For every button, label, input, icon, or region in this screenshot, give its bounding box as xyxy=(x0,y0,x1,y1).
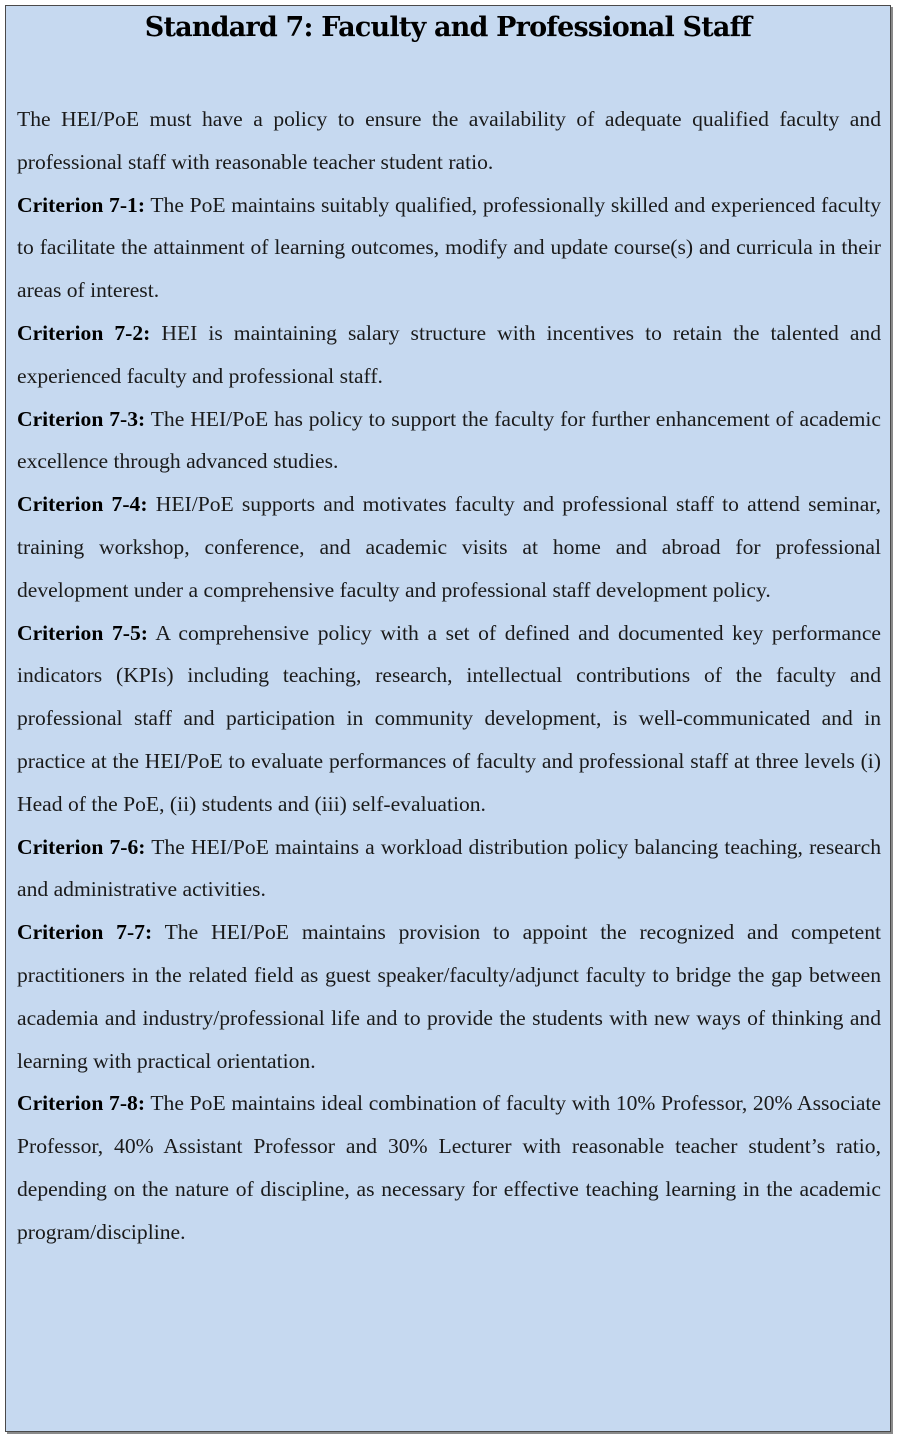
criterion-text: The HEI/PoE has policy to support the faculty for further enhancement of academic excellence through advanced studies. xyxy=(17,406,881,474)
criterion-7-4 xyxy=(17,483,881,611)
criterion-text: The PoE maintains ideal combination of faculty with 10% Professor, 20% Associate Professor, 40% Assistant Professor and 30% Lecturer with reasonable teacher student’s ratio, depending on the nature of discipline, as necessary for effective teaching learning in the academic program/discipline. xyxy=(17,1091,881,1244)
standard-title: Standard 7: Faculty and Professional Staff xyxy=(144,12,752,43)
standard-box xyxy=(5,5,891,1432)
criterion-label: Criterion 7-2: xyxy=(17,320,151,345)
criterion-text: The HEI/PoE maintains a workload distribution policy balancing teaching, research and administrative activities. xyxy=(17,834,881,902)
criterion-7-8 xyxy=(17,1082,881,1253)
criterion-7-1 xyxy=(17,184,881,312)
criterion-text: The HEI/PoE maintains provision to appoint the recognized and competent practitioners in the related field as guest speaker/faculty/adjunct faculty to bridge the gap between academia and industry/professional life and to provide the students with new ways of thinking and learning with practical orientation. xyxy=(17,920,881,1073)
criterion-text: HEI/PoE supports and motivates faculty and professional staff to attend seminar, training workshop, conference, and academic visits at home and abroad for professional development under a comprehensive faculty and professional staff development policy. xyxy=(17,492,882,602)
criterion-label: Criterion 7-8: xyxy=(17,1091,146,1116)
criterion-text: The PoE maintains suitably qualified, professionally skilled and experienced faculty to facilitate the attainment of learning outcomes, modify and update course(s) and curricula in their areas of interest. xyxy=(17,192,881,303)
criterion-text: A comprehensive policy with a set of defined and documented key performance indicators (KPIs) including teaching, research, intellectual contributions of the faculty and professional staff and participation in community development, is well-communicated and in practice at the HEI/PoE to evaluate performances of faculty and professional staff at three levels (i) Head of the PoE, (ii) students and (iii) self-evaluation. xyxy=(17,620,882,816)
criterion-7-6 xyxy=(17,826,881,912)
criterion-label: Criterion 7-4: xyxy=(17,492,148,517)
criterion-7-5 xyxy=(17,612,881,826)
intro-paragraph: The HEI/PoE must have a policy to ensure the availability of adequate qualified faculty and professional staff with reasonable teacher student ratio. xyxy=(17,107,881,174)
standard-content xyxy=(17,98,881,1254)
criterion-label: Criterion 7-7: xyxy=(17,920,153,945)
criterion-7-7 xyxy=(17,911,881,1082)
criterion-label: Criterion 7-3: xyxy=(17,406,146,431)
criterion-label: Criterion 7-6: xyxy=(17,834,146,859)
criterion-label: Criterion 7-5: xyxy=(17,620,148,645)
criterion-text: HEI is maintaining salary structure with incentives to retain the talented and experienced faculty and professional staff. xyxy=(17,320,882,388)
criterion-label: Criterion 7-1: xyxy=(17,192,146,217)
criterion-7-2 xyxy=(17,312,881,398)
criterion-7-3 xyxy=(17,398,881,484)
